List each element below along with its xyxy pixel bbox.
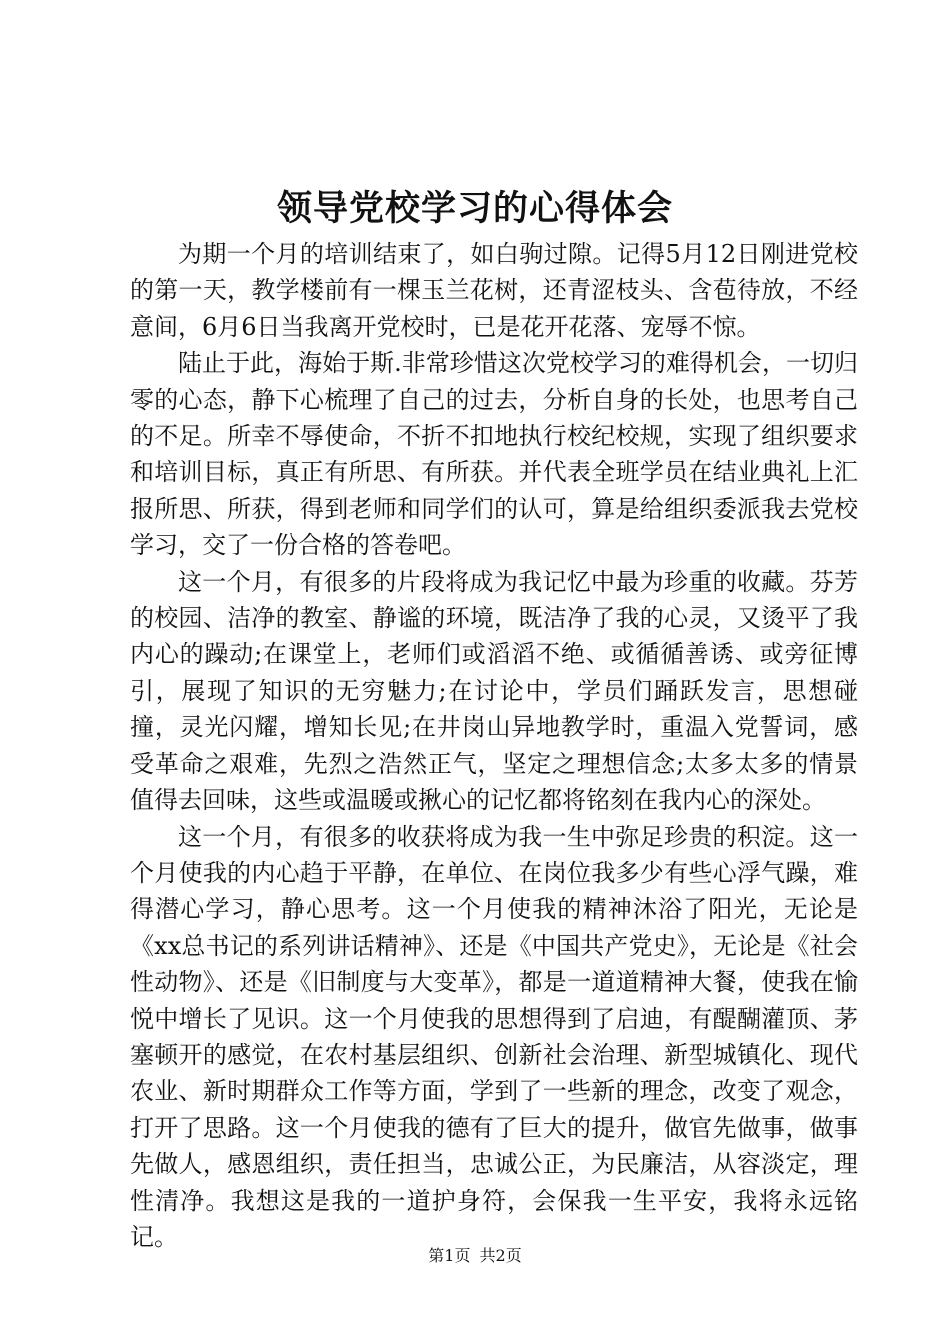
document-body [130, 236, 858, 1255]
paragraph-2: 陆止于此，海始于斯.非常珍惜这次党校学习的难得机会，一切归零的心态，静下心梳理了自己的过去，分析自身的长处，也思考自己的不足。所幸不辱使命，不折不扣地执行校纪校规，实现了组织要求和培训目标，真正有所思、有所获。并代表全班学员在结业典礼上汇报所思、所获，得到老师和同学们的认可，算是给组织委派我去党校学习，交了一份合格的答卷吧。 [130, 349, 858, 560]
page-number-current: 第1页 [428, 1246, 471, 1265]
paragraph-1: 为期一个月的培训结束了，如白驹过隙。记得5月12日刚进党校的第一天，教学楼前有一棵玉兰花树，还青涩枝头、含苞待放，不经意间，6月6日当我离开党校时，已是花开花落、宠辱不惊。 [130, 240, 858, 341]
page-number-total: 共2页 [479, 1246, 522, 1265]
paragraph-3: 这一个月，有很多的片段将成为我记忆中最为珍重的收藏。芬芳的校园、洁净的教室、静谧的环境，既洁净了我的心灵，又烫平了我内心的躁动;在课堂上，老师们或滔滔不绝、或循循善诱、或旁征博引，展现了知识的无穷魅力;在讨论中，学员们踊跃发言，思想碰撞，灵光闪耀，增知长见;在井岗山异地教学时，重温入党誓词，感受革命之艰难，先烈之浩然正气，坚定之理想信念;太多太多的情景值得去回味，这些或温暖或揪心的记忆都将铭刻在我内心的深处。 [130, 567, 858, 815]
document-title: 领导党校学习的心得体会 [276, 188, 673, 229]
paragraph-4: 这一个月，有很多的收获将成为我一生中弥足珍贵的积淀。这一个月使我的内心趋于平静，在单位、在岗位我多少有些心浮气躁，难得潜心学习，静心思考。这一个月使我的精神沐浴了阳光，无论是《xx总书记的系列讲话精神》、还是《中国共产党史》，无论是《社会性动物》、还是《旧制度与大变革》，都是一道道精神大餐，使我在愉悦中增长了见识。这一个月使我的思想得到了启迪，有醍醐灌顶、茅塞顿开的感觉，在农村基层组织、创新社会治理、新型城镇化、现代农业、新时期群众工作等方面，学到了一些新的理念，改变了观念，打开了思路。这一个月使我的德有了巨大的提升，做官先做事，做事先做人，感恩组织，责任担当，忠诚公正，为民廉洁，从容淡定，理性清净。我想这是我的一道护身符，会保我一生平安，我将永远铭记。 [130, 822, 858, 1251]
page-footer [0, 1245, 950, 1267]
